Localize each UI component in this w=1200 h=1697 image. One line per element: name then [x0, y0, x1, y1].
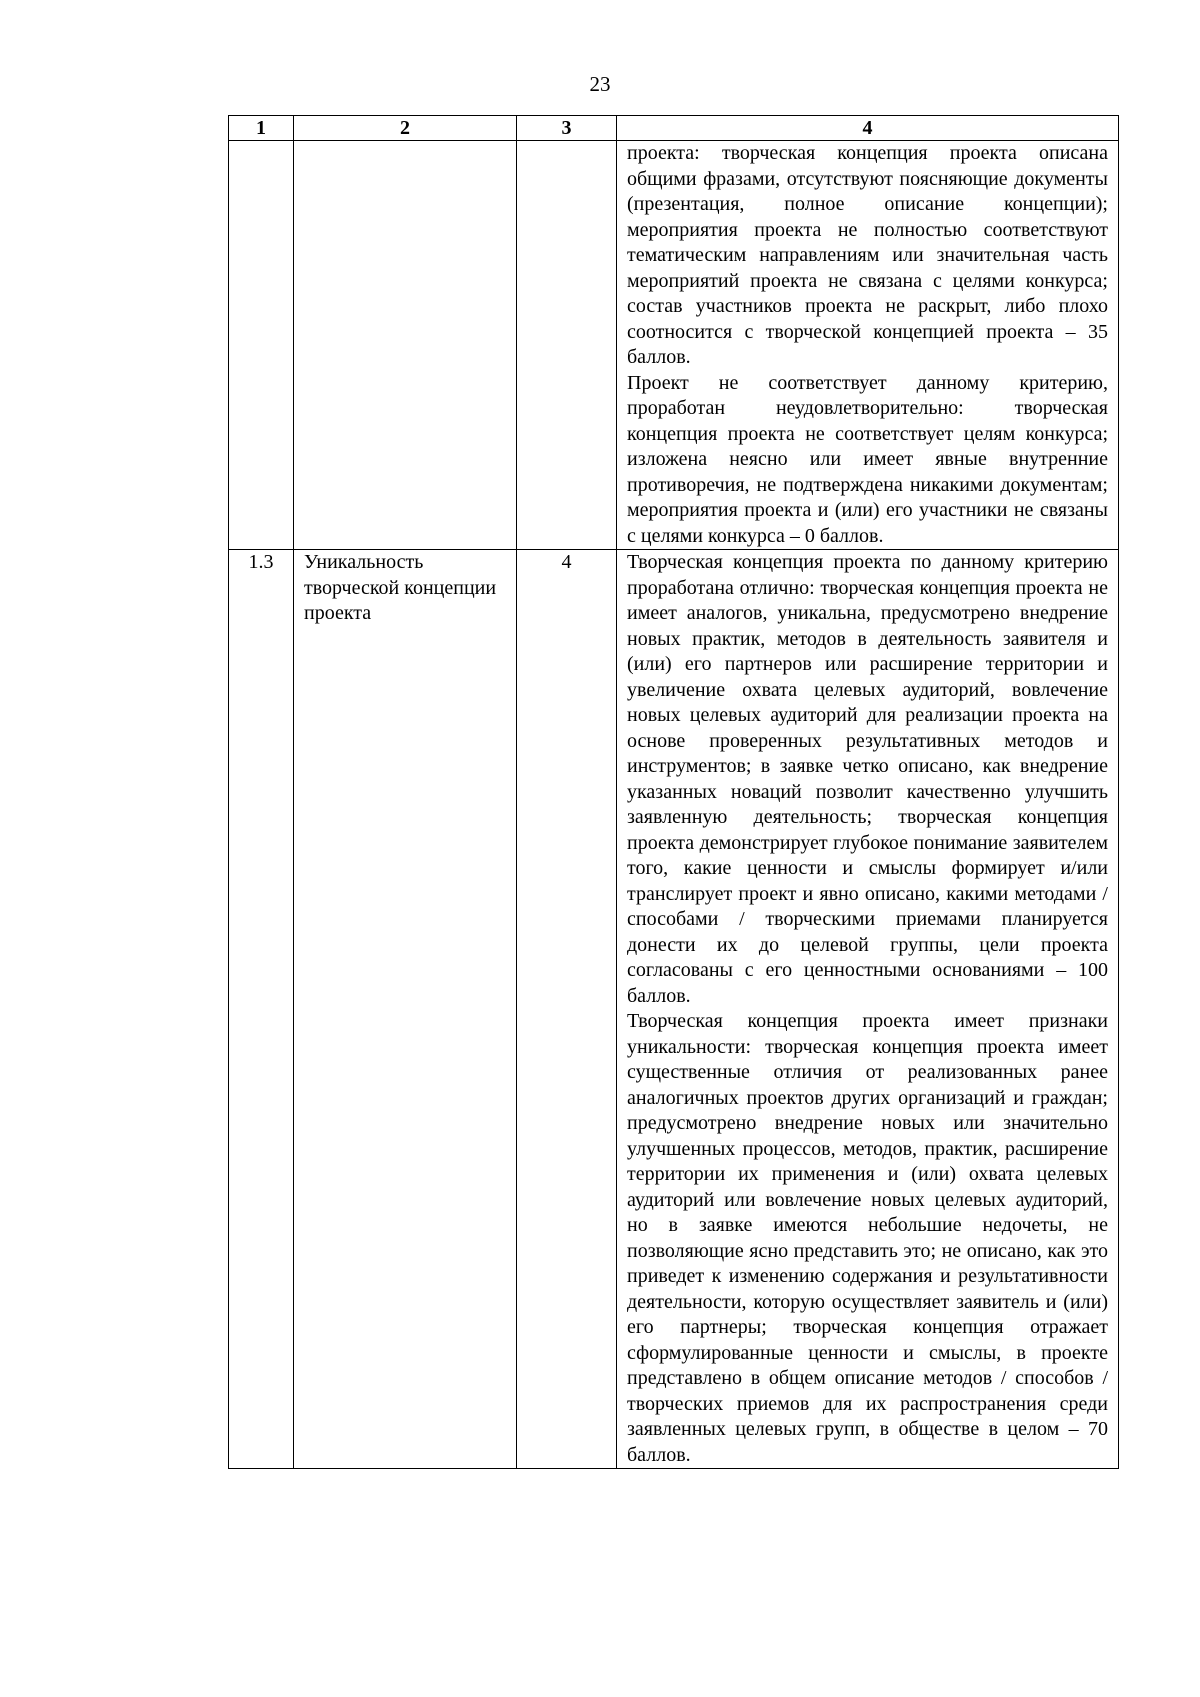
column-header-4: 4 — [617, 116, 1119, 141]
column-header-3: 3 — [517, 116, 617, 141]
criteria-table — [228, 115, 1119, 1469]
column-header-1: 1 — [229, 116, 294, 141]
description-paragraph: Проект не соответствует данному критерию, проработан неудовлетворительно: творческая концепция проекта не соответствует целям конкурса; изложена неясно или имеет явные внутренние противоречия, не подтверждена никакими документам; мероприятия проекта и (или) его участники не связаны с целями конкурса – 0 баллов. — [627, 371, 1108, 547]
criterion-name: Уникальность творческой концепции проекта — [294, 550, 517, 1469]
description-paragraph: Творческая концепция проекта по данному критерию проработана отлично: творческая концепция проекта не имеет аналогов, уникальна, предусмотрено внедрение новых практик, методов в деятельность заявителя и (или) его партнеров или расширение территории и увеличение охвата целевых аудиторий, вовлечение новых целевых аудиторий для реализации проекта на основе проверенных результативных методов и инструментов; в заявке четко описано, как внедрение указанных новаций позволит качественно улучшить заявленную деятельность; творческая концепция проекта демонстрирует глубокое понимание заявителем того, какие ценности и смыслы формирует и/или транслирует проект и явно описано, какими методами / способами / творческими приемами планируется донести их до целевой группы, цели проекта согласованы с его ценностными основаниями – 100 баллов. — [627, 551, 1108, 1007]
criterion-description — [617, 141, 1119, 550]
table-row — [229, 550, 1119, 1469]
criterion-max-score — [517, 141, 617, 550]
criterion-name — [294, 141, 517, 550]
criterion-number: 1.3 — [229, 550, 294, 1469]
column-header-2: 2 — [294, 116, 517, 141]
description-paragraph: проекта: творческая концепция проекта описана общими фразами, отсутствуют поясняющие документы (презентация, полное описание концепции); мероприятия проекта не полностью соответствуют тематическим направлениям или значительная часть мероприятий проекта не связана с целями конкурса; состав участников проекта не раскрыт, либо плохо соотносится с творческой концепцией проекта – 35 баллов. — [627, 142, 1108, 368]
description-paragraph: Творческая концепция проекта имеет признаки уникальности: творческая концепция проекта имеет существенные отличия от реализованных ранее аналогичных проектов других организаций и граждан; предусмотрено внедрение новых или значительно улучшенных процессов, методов, практик, расширение территории их применения и (или) охвата целевых аудиторий или вовлечение новых целевых аудиторий, но в заявке имеются небольшие недочеты, не позволяющие ясно представить это; не описано, как это приведет к изменению содержания и результативности деятельности, которую осуществляет заявитель и (или) его партнеры; творческая концепция отражает сформулированные ценности и смыслы, в проекте представлено в общем описание методов / способов / творческих приемов для их распространения среди заявленных целевых групп, в обществе в целом – 70 баллов. — [627, 1010, 1108, 1466]
criterion-description — [617, 550, 1119, 1469]
table-header-row — [229, 116, 1119, 141]
criterion-max-score: 4 — [517, 550, 617, 1469]
criterion-number — [229, 141, 294, 550]
page-number: 23 — [589, 72, 611, 96]
table-row — [229, 141, 1119, 550]
